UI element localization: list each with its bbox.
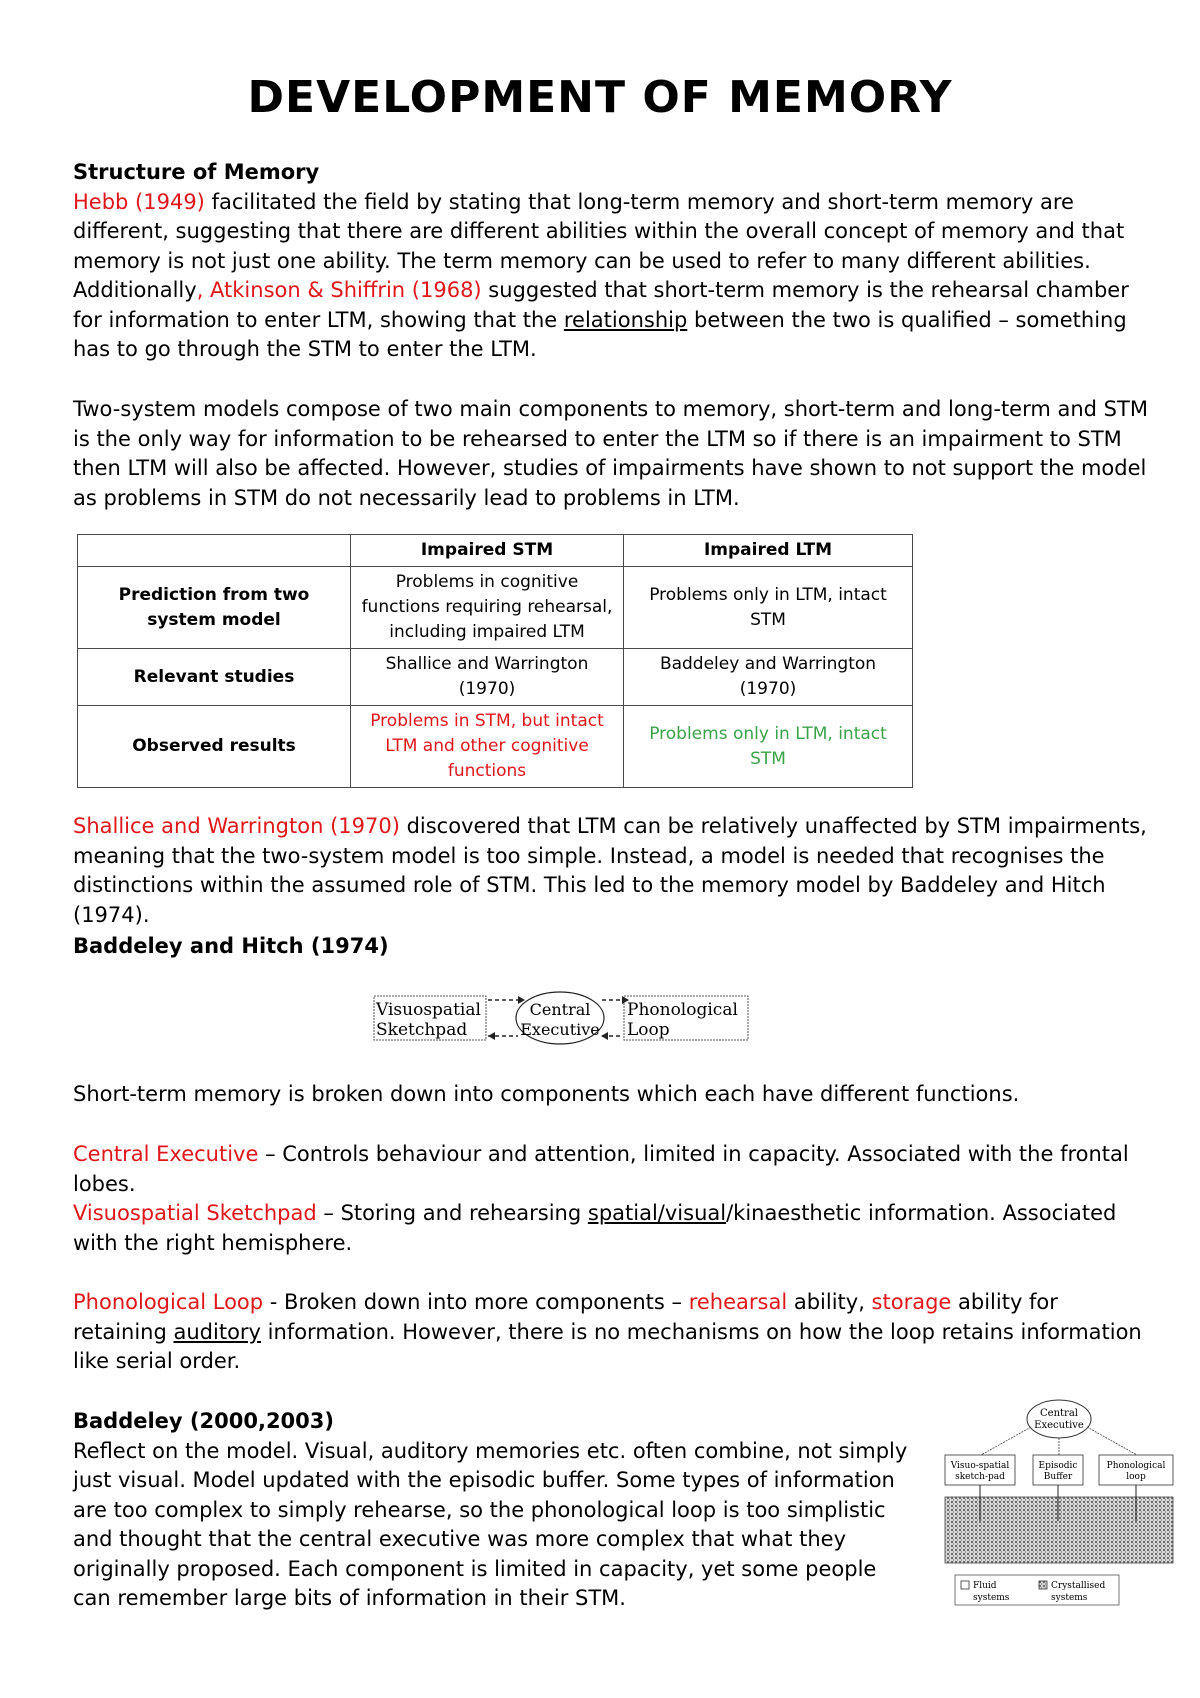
p1-text-a: facilitated the field by stating that long-term memory and short-term memory are different, suggesting that there are different abilities within the overall concept of memory and that memory is not just one ability. The term memory can be used to refer to many different abilities. Additionally — [73, 189, 1125, 302]
diagram-left-line1: Visuospatial — [376, 1000, 481, 1020]
arrowhead — [488, 1032, 495, 1040]
table-row — [78, 706, 913, 788]
arrowhead — [601, 1032, 608, 1040]
eb-line1: Episodic — [1038, 1461, 1078, 1471]
ce-term: Central Executive — [73, 1142, 259, 1166]
col-header-impaired-ltm: Impaired LTM — [624, 535, 913, 567]
table-cell: Problems in cognitive functions requiring rehearsal, including impaired LTM — [351, 567, 624, 649]
pl-line2: loop — [1126, 1472, 1146, 1482]
col-header-impaired-stm: Impaired STM — [351, 535, 624, 567]
pl-line1: Phonological — [1106, 1461, 1166, 1471]
diagram-left-line2: Sketchpad — [376, 1020, 468, 1040]
baddeley-2000-section — [73, 1407, 913, 1614]
table-corner — [78, 535, 351, 567]
central-executive-paragraph — [73, 1140, 1153, 1199]
pl-rehearsal: rehearsal — [688, 1290, 788, 1314]
diagram-right-line2: Loop — [627, 1020, 670, 1040]
b2000-text: Reflect on the model. Visual, auditory memories etc. often combine, not simply just visual. Model updated with the episodic buffer. Some types of information are too complex to simply rehearse, so the phonological loop is too simplistic and thought that the central executive was more complex that what they originally proposed. Each component is limited in capacity, yet some people can remember large bits of information in their STM. — [73, 1438, 908, 1610]
table-cell: Problems in STM, but intact LTM and other cognitive functions — [351, 706, 624, 788]
row-label: Observed results — [78, 706, 351, 788]
table-cell: Baddeley and Warrington (1970) — [624, 649, 913, 706]
pl-text-a: - Broken down into more components – — [263, 1290, 689, 1314]
crystallised-systems-band — [945, 1497, 1173, 1563]
pl-term: Phonological Loop — [73, 1290, 264, 1314]
connector — [1087, 1427, 1137, 1455]
ce-line2: Executive — [1034, 1420, 1084, 1431]
pl-storage: storage — [871, 1290, 952, 1314]
p1-text-c: between the two is qualified – something has to go through the STM to enter the LTM. — [73, 307, 1127, 361]
shallice-text: discovered that LTM can be relatively unaffected by STM impairments, meaning that the two-system model is too simple. Instead, a model is needed that recognises the distinctions within the assumed role of STM. This led to the memory model by Baddeley and Hitch (1974). — [73, 814, 1147, 927]
legend-fluid-swatch — [961, 1581, 969, 1589]
p1-text-b: suggested that short-term memory is the rehearsal chamber for information to enter LTM, showing that the — [73, 278, 1129, 332]
vs-line1: Visuo-spatial — [950, 1461, 1010, 1471]
bh-heading: Baddeley and Hitch (1974) — [73, 934, 389, 958]
table-cell: Problems only in LTM, intact STM — [624, 706, 913, 788]
b2000-heading: Baddeley (2000,2003) — [73, 1409, 334, 1433]
atkinson-ref: , Atkinson & Shiffrin (1968) — [196, 278, 482, 302]
row-label: Relevant studies — [78, 649, 351, 706]
central-executive-ellipse — [1027, 1400, 1091, 1438]
diagram-center-line1: Central — [529, 1000, 591, 1019]
legend-fluid-line1: Fluid — [973, 1581, 997, 1591]
pl-text-c: ability for retaining — [73, 1290, 1058, 1344]
working-memory-diagram — [372, 988, 752, 1048]
table-cell: Problems only in LTM, intact STM — [624, 567, 913, 649]
table-cell: Shallice and Warrington (1970) — [351, 649, 624, 706]
vs-text-b: /kinaesthetic information. Associated with the right hemisphere. — [73, 1201, 1117, 1255]
vs-text-a: – Storing and rehearsing — [316, 1201, 588, 1225]
vs-line2: sketch-pad — [955, 1472, 1005, 1482]
structure-section — [73, 158, 1153, 365]
pl-auditory: auditory — [173, 1319, 261, 1344]
vs-term: Visuospatial Sketchpad — [73, 1201, 317, 1225]
visuospatial-paragraph — [73, 1199, 1153, 1258]
legend-fluid-line2: systems — [973, 1593, 1010, 1603]
diagram-center-line2: Executive — [520, 1020, 600, 1039]
legend-cryst-line1: Crystallised — [1051, 1581, 1106, 1591]
row-label: Prediction from two system model — [78, 567, 351, 649]
eb-line2: Buffer — [1043, 1472, 1073, 1482]
pl-text-b: ability, — [787, 1290, 872, 1314]
comparison-table — [77, 534, 913, 788]
vs-underlined: spatial/visual — [587, 1201, 727, 1225]
structure-heading: Structure of Memory — [73, 160, 320, 184]
phonological-paragraph — [73, 1288, 1153, 1377]
ce-text: – Controls behaviour and attention, limited in capacity. Associated with the frontal lobes. — [73, 1142, 1129, 1196]
ce-line1: Central — [1040, 1408, 1078, 1419]
shallice-paragraph — [73, 812, 1153, 930]
page-title: DEVELOPMENT OF MEMORY — [247, 72, 953, 123]
shallice-ref: Shallice and Warrington (1970) — [73, 814, 400, 838]
legend-crystallised-swatch — [1039, 1581, 1047, 1589]
hebb-ref: Hebb (1949) — [73, 189, 205, 214]
legend-cryst-line2: systems — [1051, 1593, 1088, 1603]
table-row — [78, 649, 913, 706]
connector — [981, 1427, 1031, 1455]
bh-intro: Short-term memory is broken down into components which each have different functions. — [73, 1082, 1020, 1106]
relationship-underlined: relationship — [563, 307, 688, 332]
pl-text-d: information. However, there is no mechanisms on how the loop retains information like serial order. — [73, 1319, 1142, 1373]
multicomponent-model-diagram — [943, 1397, 1175, 1607]
structure-paragraph-1 — [73, 188, 1153, 365]
diagram-right-line1: Phonological — [627, 1000, 738, 1020]
table-row — [78, 567, 913, 649]
structure-paragraph-2: Two-system models compose of two main components to memory, short-term and long-term and STM is the only way for information to be rehearsed to enter the LTM so if there is an impairment to STM then LTM will also be affected. However, studies of impairments have shown to not support the model as problems in STM do not necessarily lead to problems in LTM. — [73, 397, 1148, 510]
